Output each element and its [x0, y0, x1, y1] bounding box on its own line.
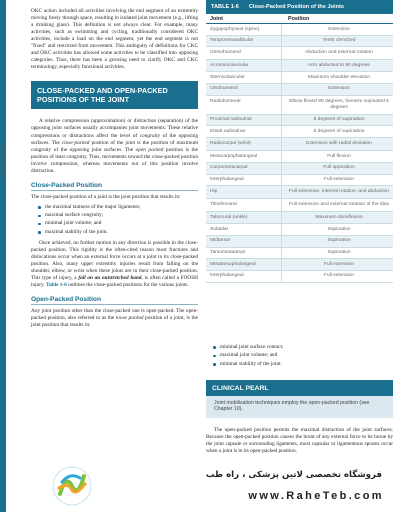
table-cell-joint: Tarsometatarsal	[206, 248, 282, 259]
list-item: minimal stability of the joint.	[212, 361, 393, 368]
table-body	[206, 24, 393, 283]
section-heading: CLOSE-PACKED AND OPEN-PACKED POSITIONS OF THE JOINT	[31, 81, 198, 109]
table-cell-position: Full extension, internal rotation, and abduction	[288, 189, 390, 195]
table-cell-joint: Midtarsal	[206, 236, 282, 247]
table-cell-position: Supination	[327, 238, 351, 244]
list-item: maximal stability of the joint.	[37, 229, 198, 236]
table-row	[206, 126, 393, 138]
column-header-joint: Joint	[210, 15, 223, 22]
table-header-row	[206, 14, 393, 24]
paragraph-foosh: Once achieved, no further motion in any direction is possible in the close-packed position. This rigidity is the often-cited reason most fractures and dislocations occur when an external force occurs at a joint in its close-packed position. Also, many upper extremity injuries result from falling on the shoulder, elbow, or wrist when these joints are in their close-packed position. This type of injury, a fall on an outstretched hand, is often called a FOOSH injury. Table 1-6 outlines the close-packed positions for the various joints.	[31, 240, 199, 289]
clinical-pearl-box	[206, 380, 393, 418]
table-cell-joint: Ulnohumeral	[206, 84, 282, 95]
table-cell-joint: Tibiofemoral	[206, 199, 282, 211]
watermark-persian-text: فروشگاه تخصصی لاتین پزشکی ، راه طب	[205, 470, 382, 480]
clinical-pearl-title: CLINICAL PEARL	[206, 380, 393, 396]
table-row	[206, 212, 393, 224]
table-row	[206, 163, 393, 175]
table-cell-joint: Metacarpophalangeal	[206, 151, 282, 162]
table-cell-position: Supination	[327, 226, 351, 232]
table-row	[206, 175, 393, 187]
table-cell-joint: Talocrural (ankle)	[206, 212, 282, 223]
table-cell-position: Extension	[328, 86, 350, 92]
table-row	[206, 224, 393, 236]
table-row	[206, 72, 393, 84]
table-cell-joint: Metatarsophalangeal	[206, 259, 282, 270]
watermark-url[interactable]: www.RaheTeb.com	[248, 490, 384, 502]
table-cell-position: Full extension and external rotation of the tibia	[288, 202, 390, 208]
paragraph-open-packed-distraction: The open-packed position permits the maximal distraction of the joint surfaces. Because the open-packed position causes the brunt of any external force to be borne by the joint capsule or surrounding ligaments, most capsular or ligamentous sprains occur when a joint is in its open-packed position.	[206, 427, 393, 455]
table-cell-joint: Interphalangeal	[206, 271, 282, 282]
table-cell-position: Supination	[327, 250, 351, 256]
table-row	[206, 36, 393, 48]
paragraph-close-packed-intro: The close-packed position of a joint is the joint position that results in:	[31, 193, 181, 200]
table-cell-joint: Glenohumeral	[206, 47, 282, 59]
side-tab	[0, 0, 26, 512]
table-row	[206, 186, 393, 199]
table-cell-position: Full flexion	[327, 153, 351, 159]
open-packed-bullet-list	[212, 344, 393, 368]
table-cell-position: Teeth clenched	[322, 38, 356, 44]
table-row	[206, 138, 393, 151]
side-tab-bar	[0, 0, 6, 512]
subheading-open-packed: Open-Packed Position	[31, 296, 198, 305]
table-row	[206, 271, 393, 283]
list-item: the maximal tautness of the major ligaments;	[37, 204, 198, 211]
table-cell-position: Abduction and external rotation	[305, 50, 373, 56]
table-cell-joint: Interphalangeal	[206, 175, 282, 186]
table-title: Close-Packed Position of the Joints	[248, 4, 344, 10]
table-cell-position: Maximum shoulder elevation	[307, 74, 371, 80]
table-cell-position: 5 degrees of supination	[313, 129, 365, 134]
table-number: TABLE 1-6	[211, 4, 239, 10]
table-cell-joint: Carpometacarpal	[206, 163, 282, 174]
table-cell-joint: Radiocarpal (wrist)	[206, 138, 282, 150]
table-row	[206, 60, 393, 72]
table-cell-position: Full extension	[323, 261, 355, 267]
table-cell-position: Elbow flexed 90 degrees, forearm supinated 5 degrees	[289, 98, 389, 110]
table-row	[206, 236, 393, 248]
table-row	[206, 84, 393, 96]
table-cell-joint: Zygapophyseal (spine)	[206, 24, 282, 35]
table-cell-joint: Radiohumeral	[206, 96, 282, 114]
table-cell-position: Extension with radial deviation	[306, 141, 372, 147]
table-cell-position: Full opposition	[323, 165, 355, 171]
paragraph-open-packed-intro: Any joint position other than the close-packed one is open-packed. The open-packed position, also referred to as the loose packed position of a joint, is the joint position that results in:	[31, 308, 198, 329]
watermark-banner	[40, 460, 396, 512]
table-cell-position: Maximum dorsiflexion	[315, 215, 363, 221]
list-item: minimal joint surface contact;	[212, 344, 393, 351]
paragraph-compression: A relative compression (approximation) or distraction (separation) of the opposing joint surfaces usually accompanies joint movements. These relative compressions or distractions affect the level of congruity of the opposing surfaces. The close-packed position of the joint is the position of maximum congruity of the opposing joint surfaces. The open packed position is the position of least congruity. Thus, movements toward the close-packed position involve compression, whereas movements out of this position involve distraction.	[31, 118, 199, 174]
table-caption	[206, 0, 393, 14]
table-cell-position: Full extension	[323, 177, 355, 183]
table-cell-joint: Subtalar	[206, 224, 282, 235]
table-cell-joint: Distal radioulnar	[206, 126, 282, 137]
table-cell-joint: Sternoclavicular	[206, 72, 282, 83]
left-column	[31, 8, 198, 332]
table-cell-joint: Acromioclavicular	[206, 60, 282, 71]
raheteb-logo-icon	[50, 464, 94, 508]
table-row	[206, 24, 393, 36]
close-packed-bullet-list	[37, 204, 198, 236]
table-reference-link[interactable]: Table 1-6	[45, 282, 67, 289]
clinical-pearl-text: Joint mobilization techniques employ the open-packed position (see Chapter 10).	[214, 399, 370, 413]
list-item: maximal surface congruity;	[37, 212, 198, 219]
list-item: minimal joint volume; and	[37, 220, 198, 227]
right-lower-column	[206, 341, 393, 457]
table-cell-position: Extension	[328, 26, 350, 32]
table-row	[206, 47, 393, 60]
table-row	[206, 115, 393, 127]
subheading-close-packed: Close-Packed Position	[31, 182, 198, 191]
table-cell-joint: Hip	[206, 186, 282, 198]
intro-paragraph: OKC action included all activities involving the end segment of an extremity moving freely through space, resulting in isolated joint movement (e.g., lifting a drinking glass). This definition is not always clear. For example, many activities, such as swimming and cycling, traditionally considered OKC activities, include a load on the end segment, yet the end segment is not "fixed" and restricted from movement. This ambiguity of definitions for CKC and OKC activities has allowed some activities to be classified into opposing categories. Thus, there has been a growing need to clarify OKC and CKC terminology, especially functional activities.	[31, 8, 198, 71]
table-cell-position: 5 degrees of supination	[313, 117, 365, 123]
table-row	[206, 199, 393, 212]
table-cell-joint: Proximal radioulnar	[206, 115, 282, 126]
table-row	[206, 151, 393, 163]
table-row	[206, 96, 393, 115]
table-cell-position: Arm abducted to 90 degrees	[308, 63, 370, 69]
table-row	[206, 259, 393, 271]
side-tab-label: ANATOMY	[2, 142, 8, 178]
table-cell-joint: Temporomandibular	[206, 36, 282, 47]
list-item: maximal joint volume; and	[212, 352, 393, 359]
table-row	[206, 248, 393, 260]
table-cell-position: Full extension	[323, 273, 355, 279]
column-header-position: Position	[288, 15, 310, 22]
close-packed-table	[206, 0, 393, 283]
